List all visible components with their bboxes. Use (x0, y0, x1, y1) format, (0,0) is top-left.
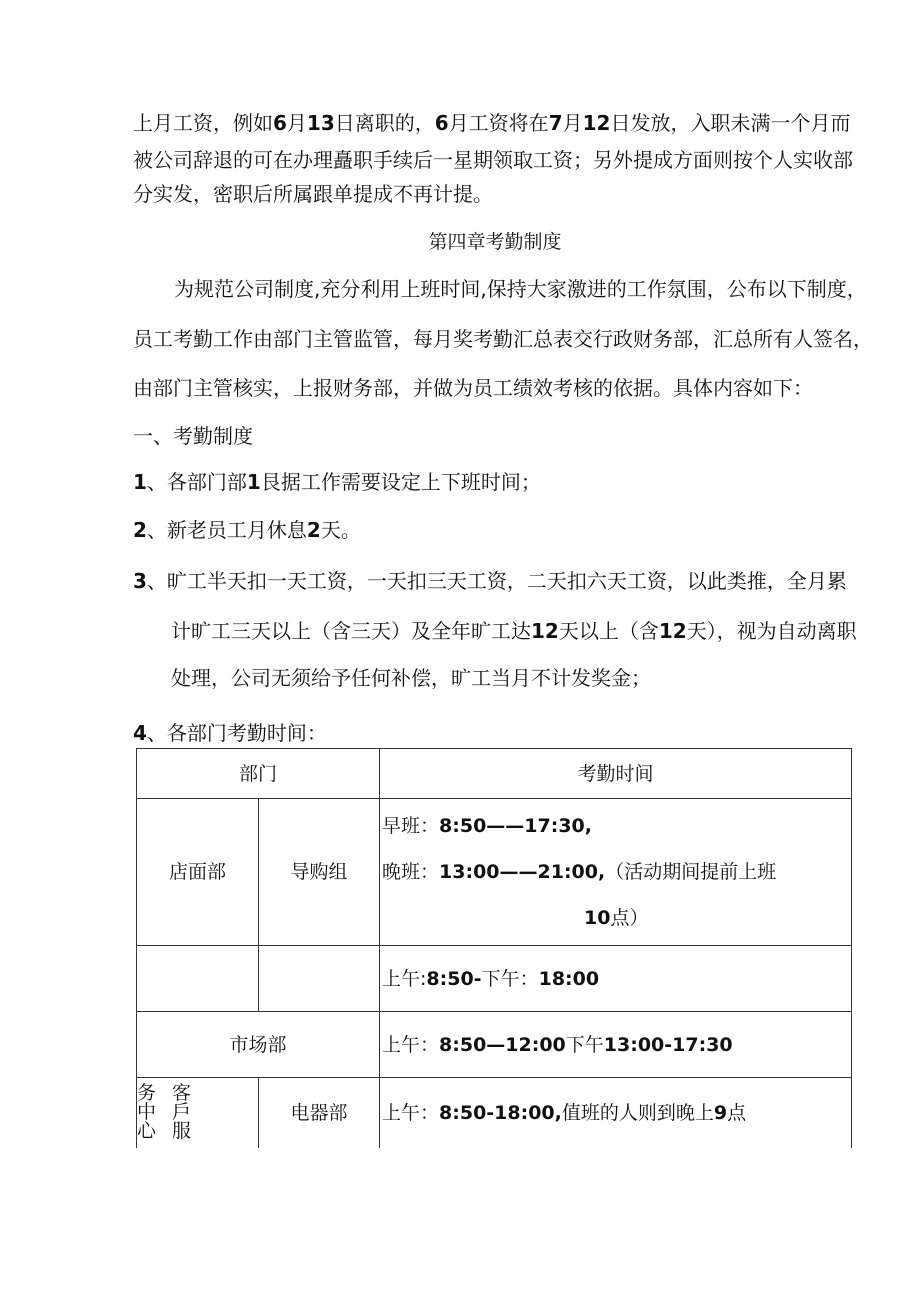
header-time: 考勤时间 (380, 749, 852, 799)
time-line: 早班：8:50——17:30, (382, 815, 592, 837)
time-line: 晚班：13:00——21:00,（活动期间提前上班 (382, 861, 777, 883)
cell-group: 导购组 (259, 799, 380, 946)
cell-dept: 店面部 (137, 799, 259, 946)
attendance-table (136, 748, 852, 1148)
cell-time: 上午：8:50-18:00,值班的人则到晚上9点 (380, 1078, 852, 1148)
paragraph-line: 为规范公司制度,充分利用上班时间,保持大家激进的工作氛围，公布以下制度， (174, 277, 867, 301)
list-item-continuation: 计旷工三天以上（含三天）及全年旷工达12天以上（含12天），视为自动离职 (171, 619, 857, 643)
cell-group (259, 946, 380, 1012)
table-header-row (137, 749, 852, 799)
list-item: 2、新老员工月休息2天。 (133, 518, 361, 542)
list-item: 4、各部门考勤时间： (133, 721, 327, 745)
cell-time: 上午:8:50-下午：18:00 (380, 946, 852, 1012)
cell-dept (137, 946, 259, 1012)
paragraph-line: 由部门主管核实，上报财务部，并做为员工绩效考核的依据。具体内容如下： (133, 376, 813, 400)
paragraph-line: 分实发，密职后所属跟单提成不再计提。 (133, 182, 493, 206)
header-dept: 部门 (137, 749, 380, 799)
cell-dept: 市场部 (137, 1012, 380, 1078)
vertical-text-col2: 客戶服 (172, 1082, 192, 1143)
paragraph-line: 上月工资，例如6月13日离职的，6月工资将在7月12日发放，入职未满一个月而 (133, 111, 851, 135)
cell-time: 上午：8:50—12:00下午13:00-17:30 (380, 1012, 852, 1078)
table-row (137, 946, 852, 1012)
list-item: 1、各部门部1艮据工作需要设定上下班时间； (133, 470, 541, 494)
paragraph-line: 被公司辞退的可在办理矗职手续后一星期领取工资；另外提成方面则按个人实收部 (133, 148, 853, 172)
cell-dept-vertical (137, 1078, 259, 1148)
section-heading: 一、考勤制度 (133, 424, 253, 448)
cell-time (380, 799, 852, 946)
list-item: 3、旷工半天扣一天工资，一天扣三天工资，二天扣六天工资，以此类推，全月累 (133, 569, 847, 593)
vertical-text-col1: 务中心 (137, 1082, 157, 1143)
table-row (137, 1078, 852, 1148)
paragraph-line: 员工考勤工作由部门主管监管，每月奖考勤汇总表交行政财务部，汇总所有人签名， (133, 327, 873, 351)
chapter-title: 第四章考勤制度 (428, 231, 562, 253)
list-item-continuation: 处理，公司无须给予任何补偿，旷工当月不计发奖金； (171, 666, 651, 690)
time-line: 10点） (584, 907, 649, 929)
table-row (137, 1012, 852, 1078)
table-row (137, 799, 852, 946)
cell-group: 电器部 (259, 1078, 380, 1148)
